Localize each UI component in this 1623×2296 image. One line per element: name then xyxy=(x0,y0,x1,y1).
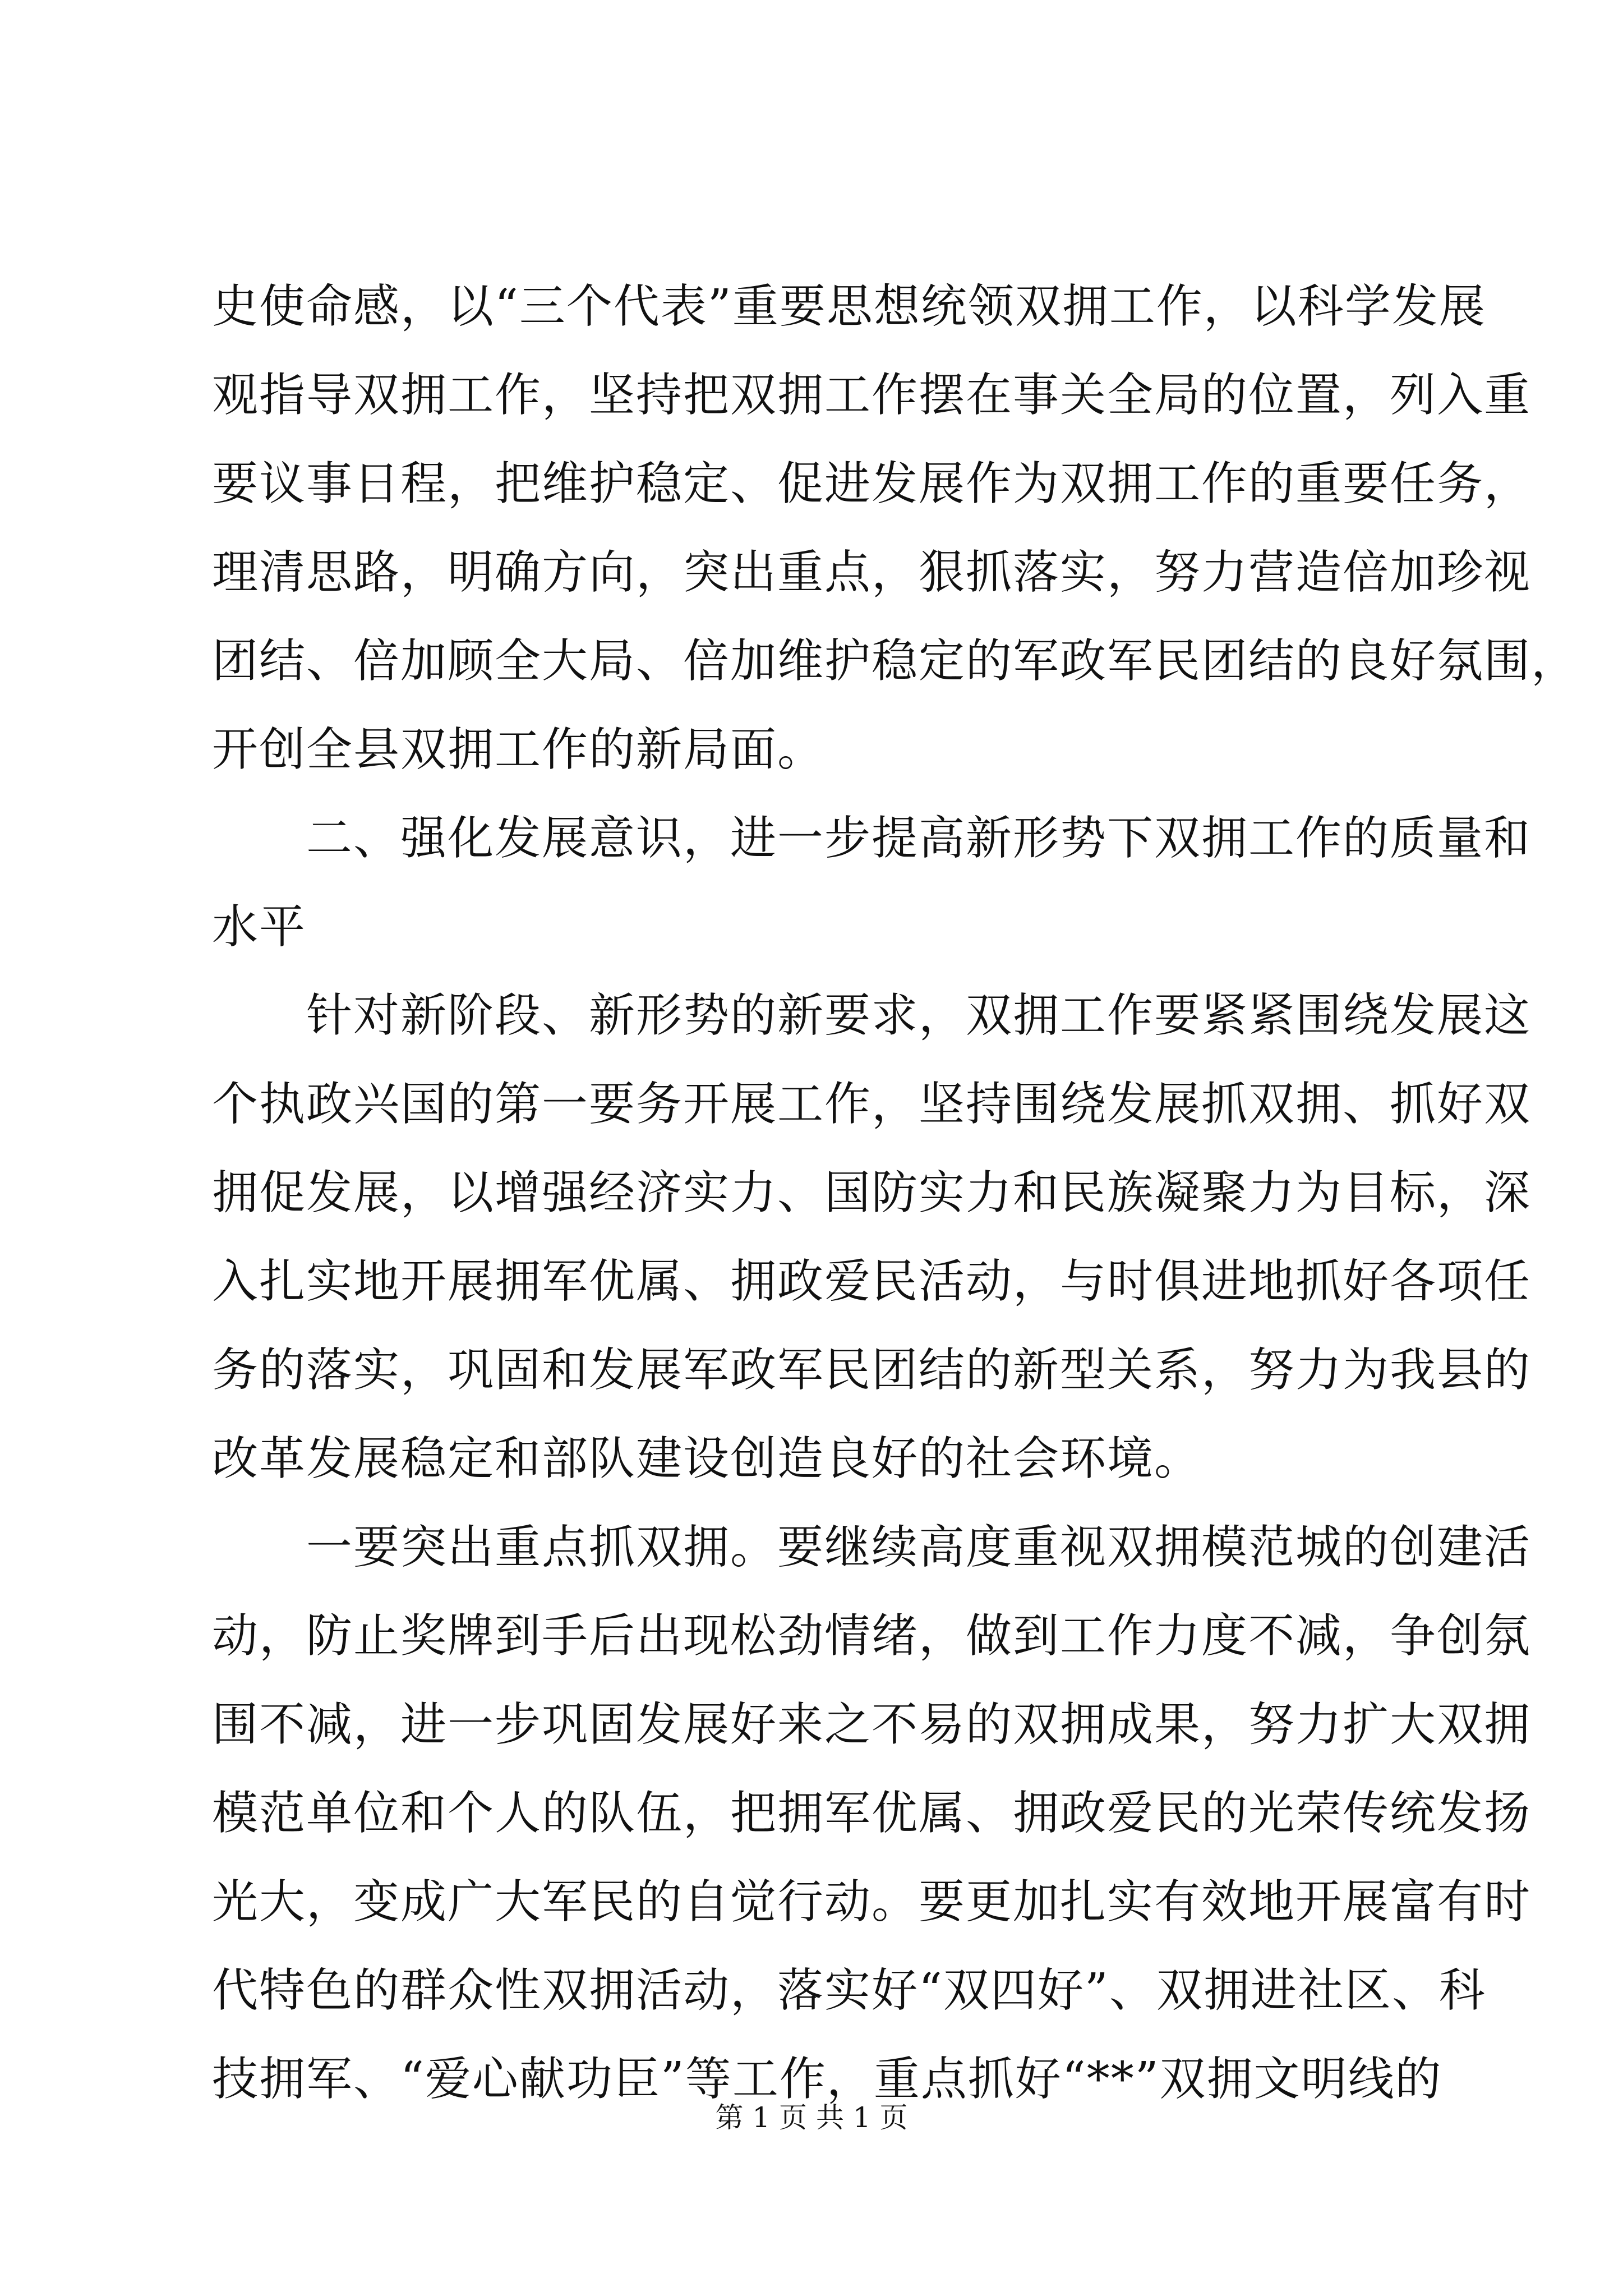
text-line: 模范单位和个人的队伍，把拥军优属、拥政爱民的光荣传统发扬 xyxy=(212,1787,1532,1840)
text-line: 理清思路，明确方向，突出重点，狠抓落实，努力营造倍加珍视 xyxy=(212,546,1532,599)
text-line: 团结、倍加顾全大局、倍加维护稳定的军政军民团结的良好氛围， xyxy=(212,634,1579,688)
text-line: 技拥军、“爱心献功臣”等工作，重点抓好“**”双拥文明线的 xyxy=(212,2053,1442,2106)
text-line: 一要突出重点抓双拥。要继续高度重视双拥模范城的创建活 xyxy=(212,1521,1532,1574)
text-line: 史使命感，以“三个代表”重要思想统领双拥工作，以科学发展 xyxy=(212,280,1486,333)
text-line: 动，防止奖牌到手后出现松劲情绪，做到工作力度不减，争创氛 xyxy=(212,1609,1532,1663)
section-heading-line: 二、强化发展意识，进一步提高新形势下双拥工作的质量和 xyxy=(212,812,1532,865)
text-line: 个执政兴国的第一要务开展工作，坚持围绕发展抓双拥、抓好双 xyxy=(212,1078,1532,1131)
page-footer: 第 1 页 共 1 页 xyxy=(715,2101,908,2134)
text-line: 拥促发展，以增强经济实力、国防实力和民族凝聚力为目标，深 xyxy=(212,1166,1532,1220)
text-line: 入扎实地开展拥军优属、拥政爱民活动，与时俱进地抓好各项任 xyxy=(212,1255,1532,1308)
text-line: 代特色的群众性双拥活动，落实好“双四好”、双拥进社区、科 xyxy=(212,1964,1486,2017)
text-line: 务的落实，巩固和发展军政军民团结的新型关系，努力为我县的 xyxy=(212,1343,1532,1397)
text-line: 针对新阶段、新形势的新要求，双拥工作要紧紧围绕发展这 xyxy=(212,989,1532,1042)
text-line: 要议事日程，把维护稳定、促进发展作为双拥工作的重要任务， xyxy=(212,457,1532,510)
text-line: 围不减，进一步巩固发展好来之不易的双拥成果，努力扩大双拥 xyxy=(212,1698,1532,1751)
text-line: 开创全县双拥工作的新局面。 xyxy=(212,723,825,776)
text-line: 观指导双拥工作，坚持把双拥工作摆在事关全局的位置，列入重 xyxy=(212,369,1532,422)
body-text xyxy=(212,263,1579,2124)
text-line: 光大，变成广大军民的自觉行动。要更加扎实有效地开展富有时 xyxy=(212,1875,1532,1929)
section-heading-line: 水平 xyxy=(212,900,307,954)
text-line: 改革发展稳定和部队建设创造良好的社会环境。 xyxy=(212,1432,1202,1485)
